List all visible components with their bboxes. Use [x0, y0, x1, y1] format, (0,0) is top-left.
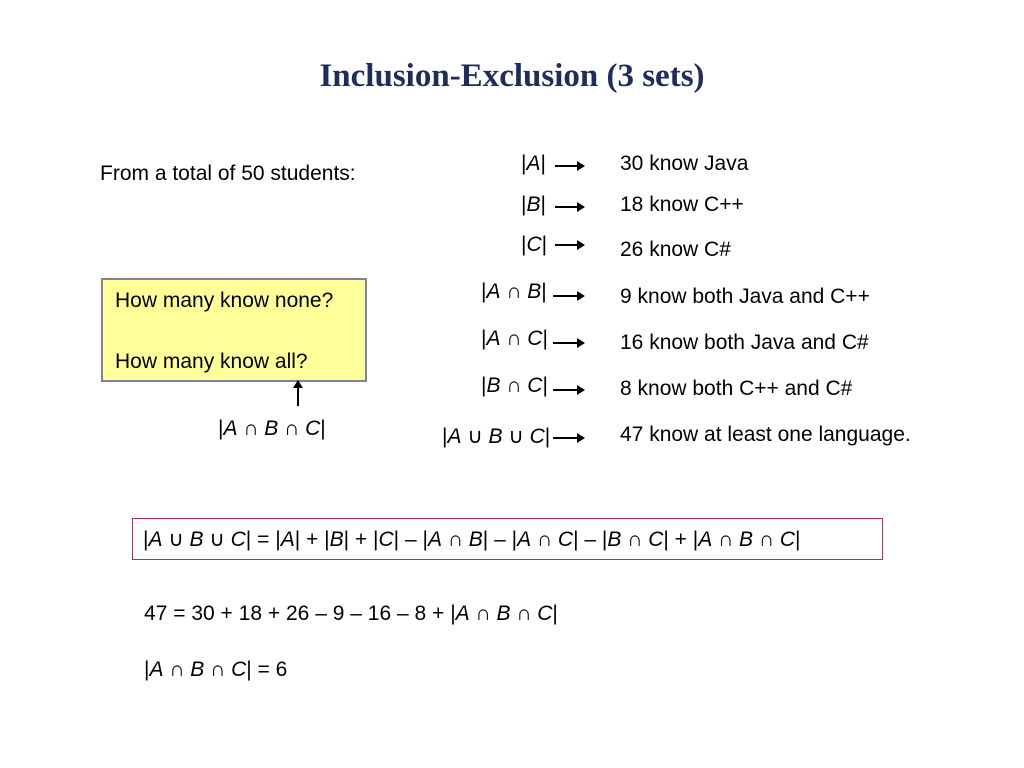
intro-text: From a total of 50 students:: [100, 162, 356, 185]
arrow-right-icon: [555, 206, 583, 208]
arrow-right-icon: [555, 165, 583, 167]
set-label-b-and-c: |B ∩ C|: [481, 374, 548, 397]
arrow-right-icon: [553, 437, 583, 439]
set-label-union: |A ∪ B ∪ C|: [442, 425, 551, 448]
arrow-right-icon: [553, 295, 583, 297]
arrow-right-icon: [555, 244, 583, 246]
question-none: How many know none?: [115, 289, 334, 312]
question-all: How many know all?: [115, 350, 308, 373]
fact-a-and-c: 16 know both Java and C#: [620, 331, 869, 354]
fact-union: 47 know at least one language.: [620, 423, 911, 446]
substitution-line: 47 = 30 + 18 + 26 – 9 – 16 – 8 + |A ∩ B ∩ C|: [144, 602, 558, 625]
question-box: [101, 278, 367, 382]
arrow-up-icon: [297, 382, 299, 406]
formula-box: [132, 518, 883, 560]
set-label-a: |A|: [521, 152, 546, 175]
set-label-c: |C|: [521, 233, 548, 256]
result-line: |A ∩ B ∩ C| = 6: [144, 658, 288, 681]
fact-b: 18 know C++: [620, 193, 744, 216]
fact-a-and-b: 9 know both Java and C++: [620, 285, 870, 308]
question-label: |A ∩ B ∩ C|: [218, 417, 326, 440]
page-title: Inclusion-Exclusion (3 sets): [319, 58, 705, 94]
formula-text: |A ∪ B ∪ C| = |A| + |B| + |C| – |A ∩ B| – |A ∩ C| – |B ∩ C| + |A ∩ B ∩ C|: [143, 528, 801, 551]
set-label-b: |B|: [521, 193, 546, 216]
set-label-a-and-c: |A ∩ C|: [481, 327, 548, 350]
fact-b-and-c: 8 know both C++ and C#: [620, 377, 853, 400]
fact-c: 26 know C#: [620, 238, 731, 261]
fact-a: 30 know Java: [620, 152, 749, 175]
arrow-right-icon: [553, 389, 583, 391]
set-label-a-and-b: |A ∩ B|: [481, 280, 547, 303]
arrow-right-icon: [553, 342, 583, 344]
